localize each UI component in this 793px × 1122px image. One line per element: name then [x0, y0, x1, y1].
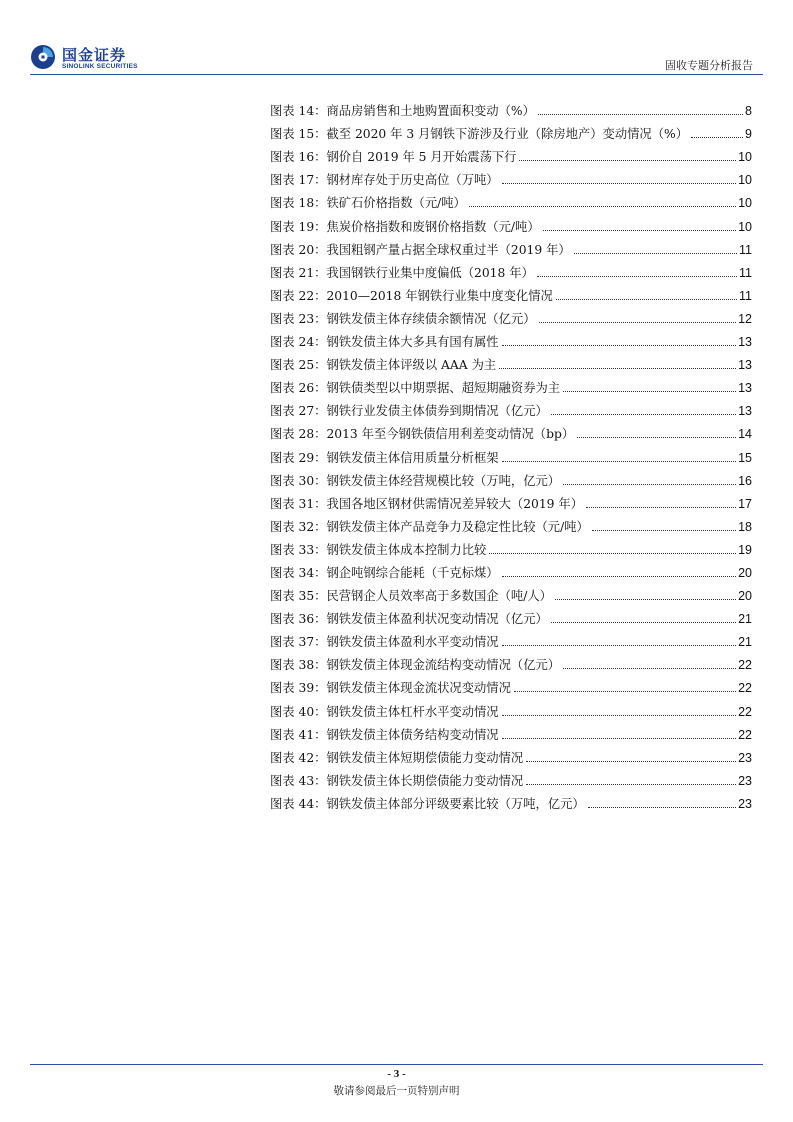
toc-entry-page: 11: [739, 242, 752, 257]
toc-entry[interactable]: [270, 350, 752, 373]
toc-entry-label: 图表 40：钢铁发债主体杠杆水平变动情况: [270, 704, 499, 719]
toc-entry[interactable]: [270, 258, 752, 281]
toc-entry-page: 20: [738, 589, 752, 604]
toc-leader-dots: [526, 784, 736, 785]
toc-leader-dots: [519, 160, 736, 161]
toc-entry-label: 图表 24：钢铁发债主体大多具有国有属性: [270, 335, 499, 350]
toc-entry[interactable]: [270, 304, 752, 327]
toc-leader-dots: [526, 761, 736, 762]
toc-entry-label: 图表 16：钢价自 2019 年 5 月开始震荡下行: [270, 150, 517, 165]
toc-entry-page: 23: [738, 773, 752, 788]
toc-leader-dots: [502, 576, 736, 577]
toc-entry-page: 22: [738, 727, 752, 742]
toc-entry-page: 13: [738, 335, 752, 350]
toc-leader-dots: [555, 599, 736, 600]
page-header: [0, 0, 793, 80]
toc-entry-label: 图表 29：钢铁发债主体信用质量分析框架: [270, 450, 499, 465]
toc-entry-page: 11: [739, 288, 752, 303]
sinolink-logo-icon: [30, 44, 56, 70]
toc-entry[interactable]: [270, 720, 752, 743]
toc-entry-label: 图表 26：钢铁债类型以中期票据、超短期融资券为主: [270, 381, 561, 396]
toc-leader-dots: [514, 691, 736, 692]
toc-entry-page: 9: [745, 127, 752, 142]
toc-entry-label: 图表 43：钢铁发债主体长期偿债能力变动情况: [270, 773, 524, 788]
toc-leader-dots: [551, 622, 736, 623]
toc-leader-dots: [489, 553, 736, 554]
toc-leader-dots: [588, 807, 736, 808]
toc-entry[interactable]: [270, 743, 752, 766]
toc-leader-dots: [499, 368, 736, 369]
sinolink-logo: [30, 44, 160, 74]
toc-leader-dots: [691, 137, 743, 138]
toc-entry-page: 22: [738, 704, 752, 719]
toc-entry-label: 图表 30：钢铁发债主体经营规模比较（万吨，亿元）: [270, 473, 561, 488]
toc-entry-page: 15: [738, 450, 752, 465]
toc-entry[interactable]: [270, 327, 752, 350]
toc-entry-page: 17: [738, 496, 752, 511]
toc-leader-dots: [551, 414, 736, 415]
toc-entry-page: 19: [738, 542, 752, 557]
header-divider: [30, 74, 763, 75]
toc-entry-page: 14: [738, 427, 752, 442]
toc-entry-page: 10: [738, 219, 752, 234]
toc-leader-dots: [502, 645, 736, 646]
toc-leader-dots: [502, 183, 736, 184]
toc-entry-page: 10: [738, 150, 752, 165]
toc-entry-page: 10: [738, 173, 752, 188]
toc-entry-label: 图表 37：钢铁发债主体盈利水平变动情况: [270, 635, 499, 650]
toc-entry[interactable]: [270, 119, 752, 142]
toc-entry[interactable]: [270, 650, 752, 673]
toc-leader-dots: [563, 668, 736, 669]
toc-entry-label: 图表 17：钢材库存处于历史高位（万吨）: [270, 173, 499, 188]
toc-entry-label: 图表 18：铁矿石价格指数（元/吨）: [270, 196, 466, 211]
toc-leader-dots: [543, 230, 736, 231]
toc-entry-label: 图表 33：钢铁发债主体成本控制力比较: [270, 542, 487, 557]
toc-entry-page: 23: [738, 796, 752, 811]
toc-leader-dots: [537, 276, 737, 277]
toc-leader-dots: [502, 715, 736, 716]
toc-entry-page: 21: [738, 612, 752, 627]
toc-leader-dots: [586, 507, 736, 508]
page-number: - 3 -: [387, 1068, 406, 1080]
toc-entry[interactable]: [270, 373, 752, 396]
toc-entry[interactable]: [270, 165, 752, 188]
toc-entry[interactable]: [270, 558, 752, 581]
toc-entry[interactable]: [270, 696, 752, 719]
toc-entry-page: 22: [738, 681, 752, 696]
toc-entry-page: 11: [739, 265, 752, 280]
toc-leader-dots: [556, 299, 737, 300]
logo-chinese-name: 国金证券: [62, 46, 127, 64]
footer-divider: [30, 1064, 763, 1065]
toc-leader-dots: [574, 253, 737, 254]
toc-entry[interactable]: [270, 466, 752, 489]
table-of-figures: [270, 96, 752, 812]
toc-entry-label: 图表 39：钢铁发债主体现金流状况变动情况: [270, 681, 511, 696]
toc-entry-label: 图表 36：钢铁发债主体盈利状况变动情况（亿元）: [270, 612, 548, 627]
toc-leader-dots: [577, 437, 736, 438]
toc-entry[interactable]: [270, 281, 752, 304]
toc-entry[interactable]: [270, 581, 752, 604]
toc-entry-page: 23: [738, 750, 752, 765]
toc-entry-label: 图表 22：2010—2018 年钢铁行业集中度变化情况: [270, 288, 553, 303]
toc-entry-label: 图表 31：我国各地区钢材供需情况差异较大（2019 年）: [270, 496, 583, 511]
toc-entry-label: 图表 35：民营钢企人员效率高于多数国企（吨/人）: [270, 589, 552, 604]
toc-entry-page: 10: [738, 196, 752, 211]
toc-entry[interactable]: [270, 789, 752, 812]
toc-entry-label: 图表 25：钢铁发债主体评级以 AAA 为主: [270, 358, 497, 373]
toc-leader-dots: [563, 484, 736, 485]
toc-entry[interactable]: [270, 604, 752, 627]
toc-entry[interactable]: [270, 142, 752, 165]
toc-entry-page: 12: [738, 311, 752, 326]
toc-entry-label: 图表 38：钢铁发债主体现金流结构变动情况（亿元）: [270, 658, 561, 673]
toc-entry-label: 图表 21：我国钢铁行业集中度偏低（2018 年）: [270, 265, 534, 280]
toc-entry-page: 13: [738, 358, 752, 373]
disclaimer-text: 敬请参阅最后一页特别声明: [333, 1085, 460, 1097]
toc-leader-dots: [502, 738, 736, 739]
toc-entry-label: 图表 41：钢铁发债主体债务结构变动情况: [270, 727, 499, 742]
toc-entry-label: 图表 20：我国粗钢产量占据全球权重过半（2019 年）: [270, 242, 571, 257]
toc-entry-label: 图表 15：截至 2020 年 3 月钢铁下游涉及行业（除房地产）变动情况（%）: [270, 127, 689, 142]
toc-entry[interactable]: [270, 535, 752, 558]
toc-entry-label: 图表 44：钢铁发债主体部分评级要素比较（万吨，亿元）: [270, 796, 585, 811]
toc-entry[interactable]: [270, 96, 752, 119]
toc-entry-label: 图表 14：商品房销售和土地购置面积变动（%）: [270, 104, 535, 119]
toc-entry[interactable]: [270, 211, 752, 234]
toc-entry[interactable]: [270, 235, 752, 258]
toc-entry-label: 图表 19：焦炭价格指数和废钢价格指数（元/吨）: [270, 219, 540, 234]
toc-entry[interactable]: [270, 188, 752, 211]
toc-entry-page: 22: [738, 658, 752, 673]
toc-leader-dots: [502, 345, 736, 346]
toc-entry[interactable]: [270, 419, 752, 442]
toc-entry-page: 13: [738, 404, 752, 419]
toc-entry[interactable]: [270, 512, 752, 535]
toc-entry-page: 8: [745, 104, 752, 119]
toc-entry[interactable]: [270, 766, 752, 789]
toc-entry-page: 13: [738, 381, 752, 396]
toc-entry-label: 图表 27：钢铁行业发债主体债券到期情况（亿元）: [270, 404, 548, 419]
toc-entry-label: 图表 28：2013 年至今钢铁债信用利差变动情况（bp）: [270, 427, 575, 442]
logo-english-name: SINOLINK SECURITIES: [62, 63, 138, 70]
toc-leader-dots: [469, 206, 736, 207]
report-type-label: 固收专题分析报告: [665, 59, 753, 72]
toc-entry-label: 图表 34：钢企吨钢综合能耗（千克标煤）: [270, 565, 499, 580]
toc-entry[interactable]: [270, 442, 752, 465]
toc-entry-label: 图表 23：钢铁发债主体存续债余额情况（亿元）: [270, 311, 536, 326]
toc-leader-dots: [563, 391, 736, 392]
toc-entry[interactable]: [270, 673, 752, 696]
toc-leader-dots: [539, 322, 737, 323]
toc-entry-label: 图表 32：钢铁发债主体产品竞争力及稳定性比较（元/吨）: [270, 519, 589, 534]
toc-leader-dots: [502, 461, 736, 462]
toc-entry-page: 21: [738, 635, 752, 650]
toc-entry[interactable]: [270, 396, 752, 419]
toc-entry[interactable]: [270, 627, 752, 650]
toc-entry-label: 图表 42：钢铁发债主体短期偿债能力变动情况: [270, 750, 524, 765]
toc-entry-page: 18: [738, 519, 752, 534]
toc-entry-page: 20: [738, 565, 752, 580]
toc-leader-dots: [592, 530, 736, 531]
toc-leader-dots: [538, 114, 743, 115]
toc-entry[interactable]: [270, 489, 752, 512]
toc-entry-page: 16: [738, 473, 752, 488]
